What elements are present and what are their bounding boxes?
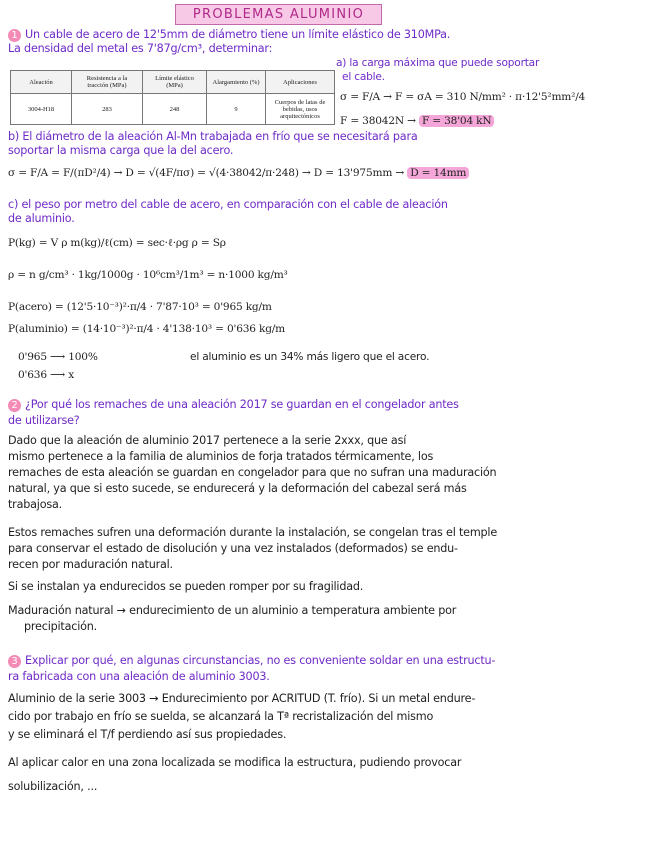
table-cell: 248: [143, 94, 207, 125]
q1b-result-highlight: D = 14mm: [407, 167, 469, 179]
q1-statement-line1: [8, 28, 450, 42]
q2-answer-line10: Maduración natural → endurecimiento de un aluminio a temperatura ambiente por: [8, 604, 457, 617]
table-header-cell: Límite elástico (MPa): [143, 71, 207, 94]
q3-answer-line3: y se eliminará el T/f perdiendo así sus propiedades.: [8, 728, 287, 741]
table-cell: 9: [207, 94, 266, 125]
q2-answer-line8: recen por maduración natural.: [8, 558, 173, 571]
page-title: PROBLEMAS ALUMINIO: [175, 4, 382, 25]
table-header-cell: Aleación: [11, 71, 72, 94]
table-header-cell: Alargamiento (%): [207, 71, 266, 94]
q2-answer-line4: natural, ya que si esto sucede, se endurecerá y la deformación del cabezal será más: [8, 482, 467, 495]
q3-answer-line1: Aluminio de la serie 3003 → Endurecimiento por ACRITUD (T. frío). Si un metal endure-: [8, 692, 476, 705]
q3-number-badge: 3: [8, 655, 21, 668]
q1c-formula5: 0'965 ⟶ 100%: [18, 351, 98, 363]
q2-answer-line3: remaches de esta aleación se guardan en congelador para que no sufran una maduración: [8, 466, 497, 479]
q1b-line2: soportar la misma carga que la del acero.: [8, 144, 234, 157]
q2-answer-line2: mismo pertenece a la familia de aluminios de forja tratados térmicamente, los: [8, 450, 434, 463]
q2-answer-line11: precipitación.: [24, 620, 97, 633]
q2-answer-line7: para conservar el estado de disolución y una vez instalados (deformados) se endu-: [8, 542, 458, 555]
table-cell: 3004-H18: [11, 94, 72, 125]
q3-question-line2: ra fabricada con una aleación de aluminio 3003.: [8, 670, 270, 683]
q1a-result-highlight: F = 38'04 kN: [419, 115, 495, 127]
q1c-formula6: 0'636 ⟶ x: [18, 369, 74, 381]
table-header-cell: Resistencia a la tracción (MPa): [72, 71, 143, 94]
q1a-formula2: [340, 114, 494, 128]
q1c-conclusion: el aluminio es un 34% más ligero que el acero.: [190, 351, 430, 363]
q1b-formula: [8, 166, 469, 180]
q2-question-line1: [8, 398, 459, 412]
q3-question-line1: [8, 654, 495, 668]
q2-answer-line6: Estos remaches sufren una deformación durante la instalación, se congelan tras el temple: [8, 526, 498, 539]
q2-answer-line1: Dado que la aleación de aluminio 2017 pertenece a la serie 2xxx, que así: [8, 434, 407, 447]
q1c-line2: de aluminio.: [8, 212, 75, 225]
table-cell: 283: [72, 94, 143, 125]
q1c-formula4: P(aluminio) = (14·10⁻³)²·π/4 · 4'138·10³ = 0'636 kg/m: [8, 323, 286, 335]
table-header-cell: Aplicaciones: [266, 71, 335, 94]
table-row: [11, 94, 335, 125]
q1-text-1: Un cable de acero de 12'5mm de diámetro tiene un límite elástico de 310MPa.: [25, 28, 451, 41]
q2-question-line2: de utilizarse?: [8, 414, 80, 427]
q2-number-badge: 2: [8, 399, 21, 412]
q1c-formula2: ρ = n g/cm³ · 1kg/1000g · 10⁶cm³/1m³ = n·1000 kg/m³: [8, 269, 288, 281]
table-cell: Cuerpos de latas de bebidas, usos arquitectónicos: [266, 94, 335, 125]
q1a-label: a) la carga máxima que puede soportar: [336, 57, 540, 69]
q1b-formula-text: σ = F/A = F/(πD²/4) → D = √(4F/πσ) = √(4·38042/π·248) → D = 13'975mm →: [8, 167, 405, 179]
q1c-line1: c) el peso por metro del cable de acero, en comparación con el cable de aleación: [8, 198, 448, 211]
q1b-line1: b) El diámetro de la aleación Al-Mn trabajada en frío que se necesitará para: [8, 130, 418, 143]
q2-question-text: ¿Por qué los remaches de una aleación 2017 se guardan en el congelador antes: [25, 398, 459, 411]
q1c-formula1: P(kg) = V ρ m(kg)/ℓ(cm) = sec·ℓ·ρg ρ = Sρ: [8, 237, 226, 249]
q3-answer-line4: Al aplicar calor en una zona localizada se modifica la estructura, pudiendo provocar: [8, 756, 462, 769]
q1a-label2: el cable.: [342, 71, 385, 83]
q3-question-text: Explicar por qué, en algunas circunstancias, no es conveniente soldar en una estructu-: [25, 654, 496, 667]
q2-answer-line9: Si se instalan ya endurecidos se pueden romper por su fragilidad.: [8, 580, 364, 593]
q1c-formula3: P(acero) = (12'5·10⁻³)²·π/4 · 7'87·10³ = 0'965 kg/m: [8, 301, 272, 313]
table-header-row: [11, 71, 335, 94]
q3-answer-line2: cido por trabajo en frío se suelda, se alcanzará la Tª recristalización del mismo: [8, 710, 434, 723]
q1-number-badge: 1: [8, 29, 21, 42]
q1-statement-line2: La densidad del metal es 7'87g/cm³, determinar:: [8, 42, 273, 55]
alloy-properties-table: [10, 70, 335, 125]
q2-answer-line5: trabajosa.: [8, 498, 62, 511]
q1a-formula2-text: F = 38042N →: [340, 115, 416, 127]
q1a-formula: σ = F/A → F = σA = 310 N/mm² · π·12'5²mm²/4: [340, 91, 586, 103]
q3-answer-line5: solubilización, ...: [8, 780, 98, 793]
